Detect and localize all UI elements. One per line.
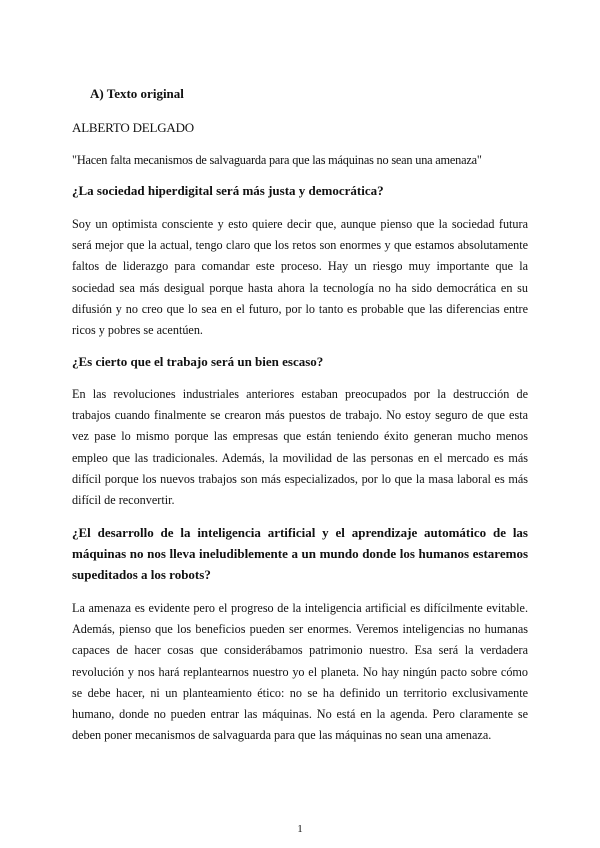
author-name: ALBERTO DELGADO	[72, 120, 194, 135]
answer-2: En las revoluciones industriales anteriores estaban preocupados por la destrucción de trabajos cuando finalmente se crearon más puestos de trabajo. No estoy seguro de que esta vez pase lo mismo porque las empresas que están teniendo éxito generan mucho menos empleo que las tradicionales. Además, la movilidad de las personas en el mercado es más difícil porque los nuevos trabajos son más especializados, por lo que la masa laboral es más difícil de reconvertir.	[72, 387, 528, 508]
answer-1: Soy un optimista consciente y esto quiere decir que, aunque pienso que la sociedad futura será mejor que la actual, tengo claro que los retos son enormes y que estamos absolutamente faltos de liderazgo para comandar este proceso. Hay un riesgo muy importante que la sociedad sea más desigual porque hasta ahora la tecnología no ha sido democrática en su difusión y no creo que lo sea en el futuro, por lo tanto es probable que las diferencias entre ricos y pobres se acentúen.	[72, 217, 528, 338]
question-1: ¿La sociedad hiperdigital será más justa y democrática?	[72, 183, 384, 198]
question-3: ¿El desarrollo de la inteligencia artificial y el aprendizaje automático de las máquinas no nos lleva ineludiblemente a un mundo donde los humanos estaremos supeditados a los robots?	[72, 525, 528, 582]
question-2: ¿Es cierto que el trabajo será un bien escaso?	[72, 354, 324, 369]
answer-3: La amenaza es evidente pero el progreso de la inteligencia artificial es difícilmente evitable. Además, pienso que los beneficios pueden ser enormes. Veremos inteligencias no humanas capaces de hacer cosas que considerábamos patrimonio nuestro. Esa será la verdadera revolución y nos hará replantearnos nuestro yo el planeta. No hay ningún pacto sobre cómo se debe hacer, ni un planteamiento ético: no se ha definido un territorio exclusivamente humano, donde no pueden entrar las máquinas. No está en la agenda. Pero claramente se deben poner mecanismos de salvaguarda para que las máquinas no sean una amenaza.	[72, 601, 528, 743]
section-title: A) Texto original	[90, 86, 184, 101]
page-number: 1	[297, 823, 303, 835]
headline-quote: "Hacen falta mecanismos de salvaguarda para que las máquinas no sean una amenaza"	[72, 153, 482, 167]
